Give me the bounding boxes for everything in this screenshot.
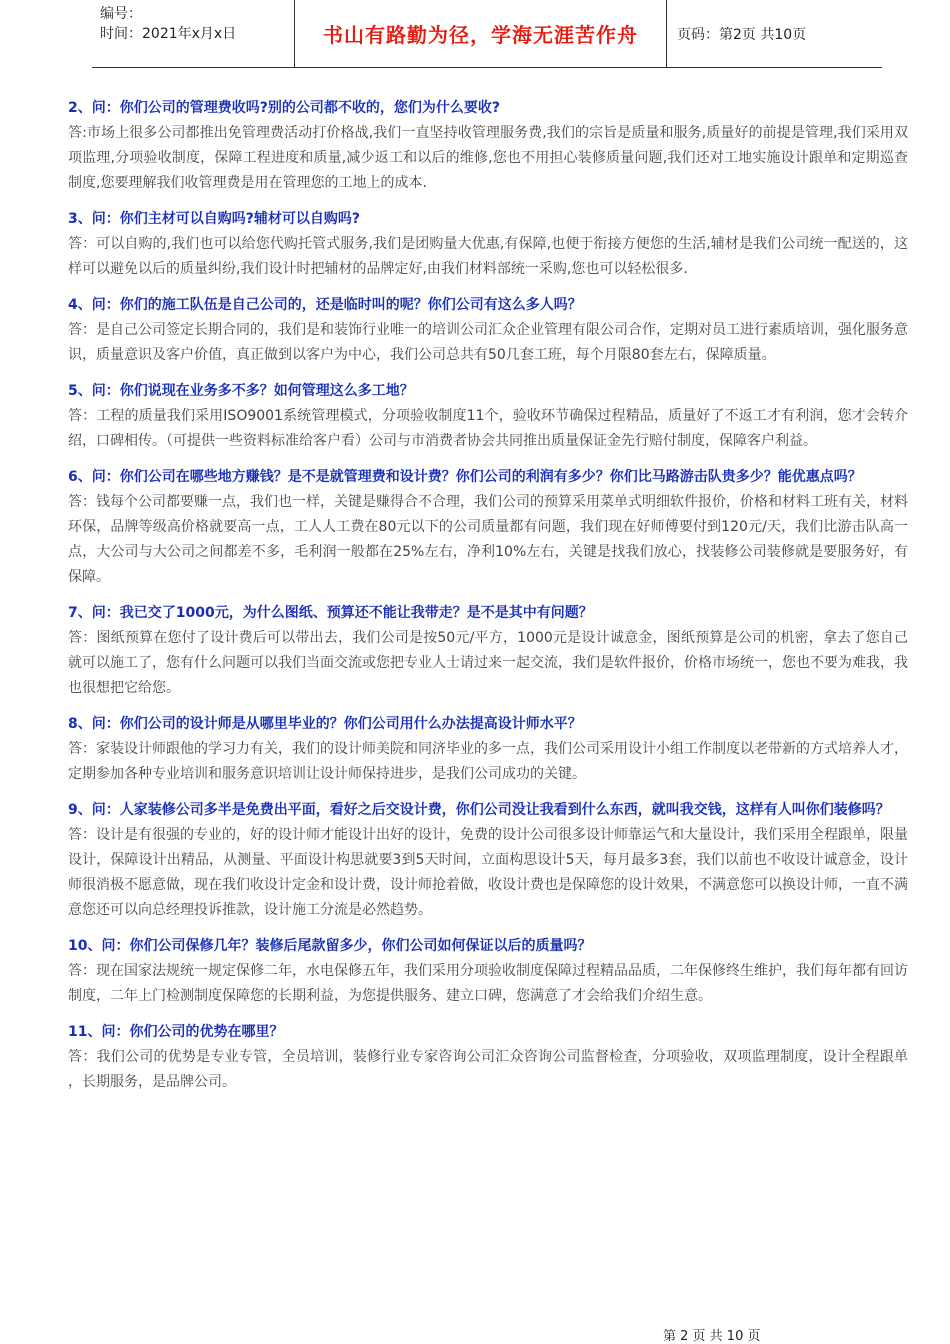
answer: 答:市场上很多公司都推出免管理费活动打价格战,我们一直坚持收管理服务费,我们的宗旨是质量和服务,质量好的前提是管理,我们采用双项监理,分项验收制度，保障工程进度和质量,减少返工和以后的维修,您也不用担心装修质量问题,我们还对工地实施设计跟单和定期巡查制度,您要理解我们收管理费是用在管理您的工地上的成本. — [68, 125, 908, 191]
question: 3、问：你们主材可以自购吗?辅材可以自购吗? — [68, 211, 360, 227]
question: 4、问：你们的施工队伍是自己公司的，还是临时叫的呢？你们公司有这么多人吗？ — [68, 297, 582, 313]
header-motto: 书山有路勤为径，学海无涯苦作舟 — [294, 0, 667, 67]
header-info-cell — [92, 0, 294, 67]
qa-item — [68, 712, 908, 787]
question: 7、问：我已交了1000元，为什么图纸、预算还不能让我带走？是不是其中有问题？ — [68, 605, 593, 621]
question: 10、问：你们公司保修几年？装修后尾款留多少，你们公司如何保证以后的质量吗？ — [68, 938, 592, 954]
qa-item — [68, 379, 908, 454]
answer: 答：工程的质量我们采用ISO9001系统管理模式，分项验收制度11个，验收环节确保过程精品，质量好了不返工才有利润，您才会转介绍，口碑相传。（可提供一些资料标准给客户看）公司与市消费者协会共同推出质量保证金先行赔付制度，保障客户利益。 — [68, 408, 908, 449]
qa-item — [68, 601, 908, 701]
answer: 答：现在国家法规统一规定保修二年，水电保修五年，我们采用分项验收制度保障过程精品品质，二年保修终生维护，我们每年都有回访制度，二年上门检测制度保障您的长期利益，为您提供服务、建立口碑，您满意了才会给我们介绍生意。 — [68, 963, 908, 1004]
qa-item — [68, 798, 908, 923]
answer: 答：家装设计师跟他的学习力有关，我们的设计师美院和同济毕业的多一点，我们公司采用设计小组工作制度以老带新的方式培养人才，定期参加各种专业培训和服务意识培训让设计师保持进步，是我们公司成功的关键。 — [68, 741, 908, 782]
answer: 答：设计是有很强的专业的，好的设计师才能设计出好的设计，免费的设计公司很多设计师靠运气和大量设计，我们采用全程跟单，限量设计，保障设计出精品，从测量、平面设计构思就要3到5天时间，立面构思设计5天，每月最多3套，我们以前也不收设计诚意金，设计师很消极不愿意做，现在我们收设计定金和设计费，设计师抢着做，收设计费也是保障您的设计效果，不满意您可以换设计师，一直不满意您还可以向总经理投诉推款，设计施工分流是必然趋势。 — [68, 827, 908, 918]
header-page-number: 页码：第2页 共10页 — [677, 26, 807, 43]
question: 5、问：你们说现在业务多不多？如何管理这么多工地？ — [68, 383, 414, 399]
qa-content — [68, 96, 908, 1106]
answer: 答：图纸预算在您付了设计费后可以带出去，我们公司是按50元/平方，1000元是设计诚意金，图纸预算是公司的机密，拿去了您自己就可以施工了，您有什么问题可以我们当面交流或您把专业人士请过来一起交流，我们是软件报价，价格市场统一，您也不要为难我，我也很想把它给您。 — [68, 630, 908, 696]
qa-item — [68, 207, 908, 282]
answer: 答：钱每个公司都要赚一点，我们也一样，关键是赚得合不合理，我们公司的预算采用菜单式明细软件报价，价格和材料工班有关，材料环保，品牌等级高价格就要高一点，工人人工费在80元以下的公司质量都有问题，我们现在好师傅要付到120元/天，我们比游击队高一点，大公司与大公司之间都差不多，毛利润一般都在25%左右，净利10%左右，关键是找我们放心，找装修公司装修就是要服务好，有保障。 — [68, 494, 908, 585]
page-footer: 第 2 页 共 10 页 — [663, 1329, 761, 1344]
qa-item — [68, 1020, 908, 1095]
question: 9、问：人家装修公司多半是免费出平面，看好之后交设计费，你们公司没让我看到什么东西，就叫我交钱，这样有人叫你们装修吗？ — [68, 802, 890, 818]
serial-number-label: 编号： — [100, 6, 142, 22]
answer: 答：可以自购的,我们也可以给您代购托管式服务,我们是团购量大优惠,有保障,也便于衔接方便您的生活,辅材是我们公司统一配送的，这样可以避免以后的质量纠纷,我们设计时把辅材的品牌定好,由我们材料部统一采购,您也可以轻松很多. — [68, 236, 908, 277]
page-header — [92, 0, 882, 68]
qa-item — [68, 293, 908, 368]
qa-item — [68, 96, 908, 196]
question: 2、问：你们公司的管理费收吗?别的公司都不收的，您们为什么要收? — [68, 100, 500, 116]
question: 6、问：你们公司在哪些地方赚钱？是不是就管理费和设计费？你们公司的利润有多少？你们比马路游击队贵多少？能优惠点吗？ — [68, 469, 862, 485]
answer: 答：是自己公司签定长期合同的，我们是和装饰行业唯一的培训公司汇众企业管理有限公司合作，定期对员工进行素质培训，强化服务意识，质量意识及客户价值，真正做到以客户为中心，我们公司总共有50几套工班，每个月限80套左右，保障质量。 — [68, 322, 908, 363]
qa-item — [68, 465, 908, 590]
question: 8、问：你们公司的设计师是从哪里毕业的？你们公司用什么办法提高设计师水平？ — [68, 716, 582, 732]
answer: 答：我们公司的优势是专业专管，全员培训，装修行业专家咨询公司汇众咨询公司监督检查，分项验收，双项监理制度，设计全程跟单 ，长期服务，是品牌公司。 — [68, 1049, 908, 1090]
question: 11、问：你们公司的优势在哪里？ — [68, 1024, 284, 1040]
date-label: 时间：2021年x月x日 — [100, 26, 237, 42]
qa-item — [68, 934, 908, 1009]
